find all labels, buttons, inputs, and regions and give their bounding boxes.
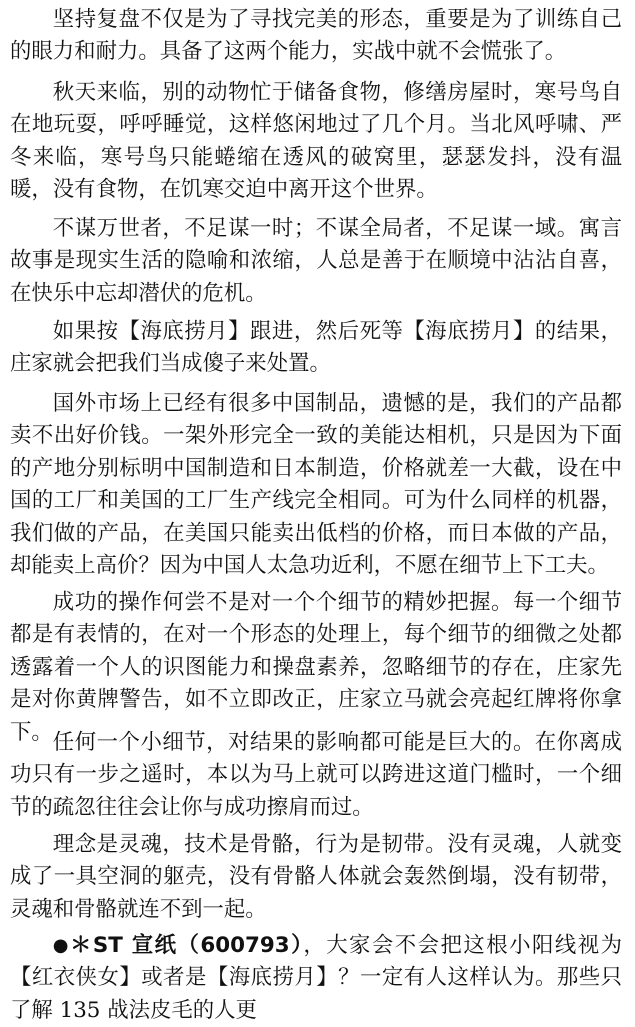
paragraph-9-stock-case bbox=[10, 930, 622, 1027]
paragraph-4: 如果按【海底捞月】跟进，然后死等【海底捞月】的结果，庄家就会把我们当成傻子来处置。 bbox=[10, 319, 622, 377]
paragraph-3: 不谋万世者，不足谋一时；不谋全局者，不足谋一域。寓言故事是现实生活的隐喻和浓缩，人总是善于在顺境中沾沾自喜，在快乐中忘却潜伏的危机。 bbox=[10, 216, 622, 306]
paragraph-1: 坚持复盘不仅是为了寻找完美的形态，重要是为了训练自己的眼力和耐力。具备了这两个能力，实战中就不会慌张了。 bbox=[10, 7, 622, 65]
stock-name: ＊ST 宣纸（600793） bbox=[69, 933, 304, 958]
bullet-icon: ● bbox=[52, 935, 70, 956]
paragraph-6: 成功的操作何尝不是对一个个细节的精妙把握。每一个细节都是有表情的，在对一个形态的处理上，每个细节的细微之处都透露着一个人的识图能力和操盘素养，忽略细节的存在，庄家先是对你黄牌警告，如不立即改正，庄家立马就会亮起红牌将你拿下。 bbox=[10, 590, 622, 745]
paragraph-7: 任何一个小细节，对结果的影响都可能是巨大的。在你离成功只有一步之遥时，本以为马上就可以跨进这道门槛时，一个细节的疏忽往往会让你与成功擦肩而过。 bbox=[10, 730, 622, 820]
paragraph-8: 理念是灵魂，技术是骨骼，行为是韧带。没有灵魂，人就变成了一具空洞的躯壳，没有骨骼人体就会轰然倒塌，没有韧带，灵魂和骨骼就连不到一起。 bbox=[10, 832, 622, 922]
paragraph-2: 秋天来临，别的动物忙于储备食物，修缮房屋时，寒号鸟自在地玩耍，呼呼睡觉，这样悠闲地过了几个月。当北风呼啸、严冬来临，寒号鸟只能蜷缩在透风的破窝里，瑟瑟发抖，没有温暖，没有食物，在饥寒交迫中离开这个世界。 bbox=[10, 80, 622, 203]
stock-case-text: ，大家会不会把这根小阳线视为【红衣侠女】或者是【海底捞月】？一定有人这样认为。那些只了解 135 战法皮毛的人更 bbox=[10, 933, 622, 1023]
paragraph-5: 国外市场上已经有很多中国制品，遗憾的是，我们的产品都卖不出好价钱。一架外形完全一致的美能达相机，只是因为下面的产地分别标明中国制造和日本制造，价格就差一大截，设在中国的工厂和美国的工厂生产线完全相同。可为什么同样的机器，我们做的产品，在美国只能卖出低档的价格，而日本做的产品，却能卖上高价？因为中国人太急功近利，不愿在细节上下工夫。 bbox=[10, 391, 622, 579]
